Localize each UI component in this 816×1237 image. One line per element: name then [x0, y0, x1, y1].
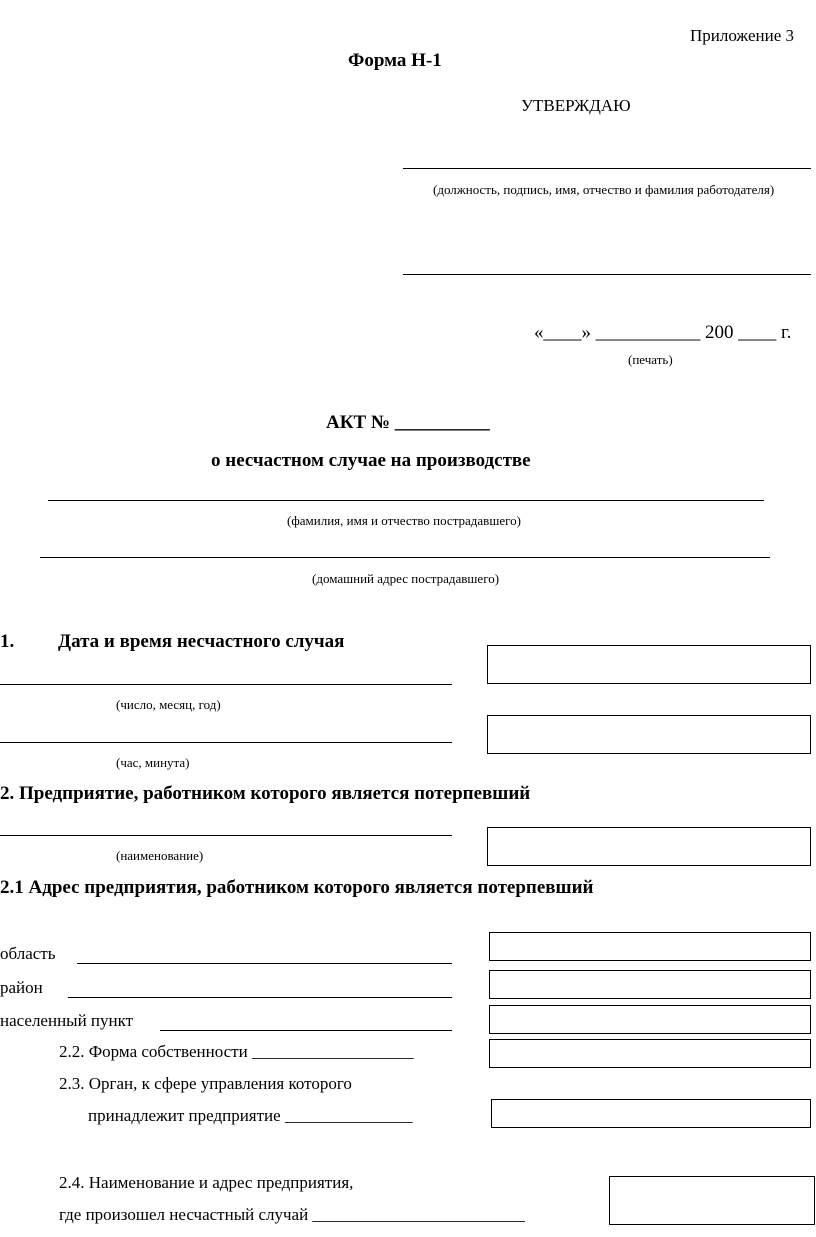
authority-line1: 2.3. Орган, к сфере управления которого: [59, 1074, 352, 1093]
approve-label: УТВЕРЖДАЮ: [521, 96, 631, 115]
incident-time-caption: (час, минута): [116, 755, 190, 770]
incident-time-line: [0, 742, 452, 743]
incident-date-caption: (число, месяц, год): [116, 697, 221, 712]
appendix-label: Приложение 3: [690, 26, 794, 45]
locality-box[interactable]: [489, 1005, 811, 1034]
ownership-box[interactable]: [489, 1039, 811, 1068]
form-name: Форма Н-1: [348, 50, 442, 71]
enterprise-name-box[interactable]: [487, 827, 811, 866]
region-box[interactable]: [489, 932, 811, 961]
incident-time-box[interactable]: [487, 715, 811, 754]
victim-name-caption: (фамилия, имя и отчество пострадавшего): [287, 513, 521, 528]
district-box[interactable]: [489, 970, 811, 999]
approval-date-line: «____» ___________ 200 ____ г.: [534, 322, 792, 343]
seal-caption: (печать): [628, 352, 673, 367]
section2-heading: 2. Предприятие, работником которого является потерпевший: [0, 783, 531, 804]
victim-address-line: [40, 557, 770, 558]
incident-place-line1: 2.4. Наименование и адрес предприятия,: [59, 1173, 354, 1192]
section21-heading: 2.1 Адрес предприятия, работником которого является потерпевший: [0, 877, 594, 898]
incident-place-box[interactable]: [609, 1176, 815, 1225]
employer-signature-line: [403, 168, 811, 169]
incident-date-line: [0, 684, 452, 685]
act-title: АКТ № __________: [326, 412, 490, 433]
employer-caption: (должность, подпись, имя, отчество и фамилия работодателя): [433, 182, 775, 197]
locality-label: населенный пункт: [0, 1011, 134, 1030]
region-label: область: [0, 944, 56, 963]
region-line: [77, 963, 452, 964]
section1-heading: Дата и время несчастного случая: [58, 631, 345, 652]
victim-name-line: [48, 500, 764, 501]
authority-box[interactable]: [491, 1099, 811, 1128]
district-label: район: [0, 978, 43, 997]
section1-number: 1.: [0, 631, 15, 652]
incident-place-line2: где произошел несчастный случай _________________________: [59, 1205, 525, 1224]
victim-address-caption: (домашний адрес пострадавшего): [312, 571, 500, 586]
incident-date-box[interactable]: [487, 645, 811, 684]
employer-extra-line: [403, 274, 811, 275]
enterprise-name-line: [0, 835, 452, 836]
enterprise-name-caption: (наименование): [116, 848, 204, 863]
locality-line: [160, 1030, 452, 1031]
authority-line2: принадлежит предприятие _______________: [88, 1106, 413, 1125]
ownership-form: 2.2. Форма собственности ___________________: [59, 1042, 414, 1061]
act-subtitle: о несчастном случае на производстве: [211, 450, 531, 471]
district-line: [68, 997, 452, 998]
